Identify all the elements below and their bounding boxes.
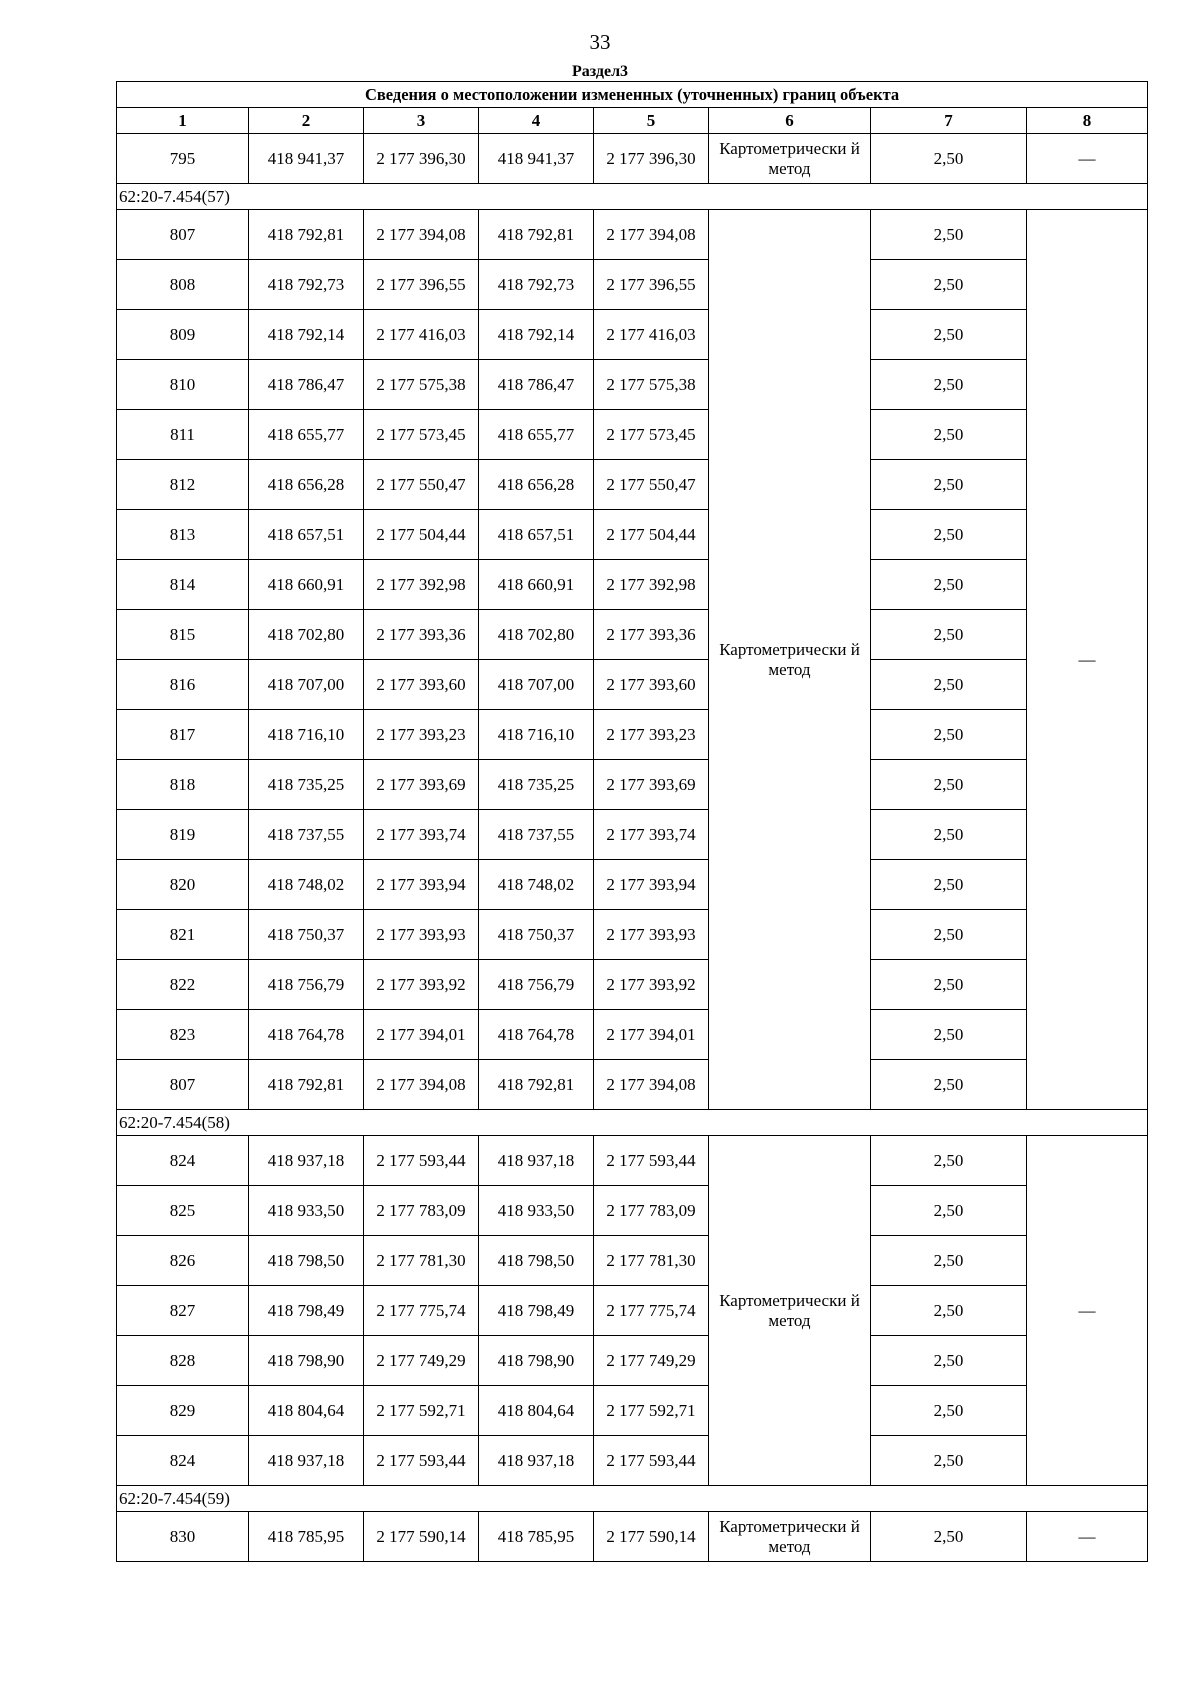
- accuracy: 2,50: [871, 1336, 1027, 1386]
- point-number: 809: [117, 310, 249, 360]
- y-new: 2 177 573,45: [594, 410, 709, 460]
- accuracy: 2,50: [871, 1386, 1027, 1436]
- y-new: 2 177 392,98: [594, 560, 709, 610]
- y-old: 2 177 394,08: [364, 1060, 479, 1110]
- x-new: 418 656,28: [479, 460, 594, 510]
- table-row: [117, 710, 1148, 760]
- x-new: 418 941,37: [479, 134, 594, 184]
- x-old: 418 702,80: [249, 610, 364, 660]
- parcel-label: 62:20-7.454(59): [117, 1486, 1148, 1512]
- accuracy: 2,50: [871, 360, 1027, 410]
- point-number: 818: [117, 760, 249, 810]
- table-row: [117, 510, 1148, 560]
- x-new: 418 655,77: [479, 410, 594, 460]
- y-old: 2 177 394,01: [364, 1010, 479, 1060]
- table-row: [117, 760, 1148, 810]
- y-new: 2 177 394,08: [594, 210, 709, 260]
- accuracy: 2,50: [871, 1186, 1027, 1236]
- table-row: [117, 1186, 1148, 1236]
- column-number: 6: [709, 108, 871, 134]
- table-row: [117, 1010, 1148, 1060]
- y-new: 2 177 393,74: [594, 810, 709, 860]
- y-new: 2 177 504,44: [594, 510, 709, 560]
- column-number: 1: [117, 108, 249, 134]
- x-old: 418 792,73: [249, 260, 364, 310]
- table-row: [117, 610, 1148, 660]
- accuracy: 2,50: [871, 134, 1027, 184]
- x-new: 418 786,47: [479, 360, 594, 410]
- y-new: 2 177 396,55: [594, 260, 709, 310]
- table-row: [117, 460, 1148, 510]
- y-new: 2 177 590,14: [594, 1512, 709, 1562]
- table-row: [117, 1436, 1148, 1486]
- point-number: 812: [117, 460, 249, 510]
- y-old: 2 177 783,09: [364, 1186, 479, 1236]
- x-old: 418 941,37: [249, 134, 364, 184]
- point-number: 823: [117, 1010, 249, 1060]
- y-new: 2 177 393,36: [594, 610, 709, 660]
- accuracy: 2,50: [871, 960, 1027, 1010]
- accuracy: 2,50: [871, 1436, 1027, 1486]
- point-number: 828: [117, 1336, 249, 1386]
- x-new: 418 792,14: [479, 310, 594, 360]
- accuracy: 2,50: [871, 560, 1027, 610]
- x-old: 418 804,64: [249, 1386, 364, 1436]
- x-new: 418 937,18: [479, 1436, 594, 1486]
- accuracy: 2,50: [871, 860, 1027, 910]
- y-new: 2 177 592,71: [594, 1386, 709, 1436]
- point-number: 808: [117, 260, 249, 310]
- y-new: 2 177 394,08: [594, 1060, 709, 1110]
- point-number: 829: [117, 1386, 249, 1436]
- y-old: 2 177 781,30: [364, 1236, 479, 1286]
- x-new: 418 748,02: [479, 860, 594, 910]
- x-new: 418 792,81: [479, 210, 594, 260]
- y-new: 2 177 775,74: [594, 1286, 709, 1336]
- x-old: 418 656,28: [249, 460, 364, 510]
- point-number: 824: [117, 1436, 249, 1486]
- x-new: 418 764,78: [479, 1010, 594, 1060]
- point-number: 807: [117, 210, 249, 260]
- group-header-row: [117, 1110, 1148, 1136]
- accuracy: 2,50: [871, 910, 1027, 960]
- y-new: 2 177 393,94: [594, 860, 709, 910]
- table-row: [117, 1286, 1148, 1336]
- y-new: 2 177 393,93: [594, 910, 709, 960]
- coordinates-table: [116, 81, 1148, 1562]
- x-old: 418 798,50: [249, 1236, 364, 1286]
- column-number: 3: [364, 108, 479, 134]
- x-old: 418 937,18: [249, 1436, 364, 1486]
- point-number: 810: [117, 360, 249, 410]
- x-new: 418 707,00: [479, 660, 594, 710]
- point-number: 814: [117, 560, 249, 610]
- table-row: [117, 860, 1148, 910]
- x-new: 418 756,79: [479, 960, 594, 1010]
- point-number: 820: [117, 860, 249, 910]
- y-old: 2 177 393,93: [364, 910, 479, 960]
- y-old: 2 177 393,92: [364, 960, 479, 1010]
- table-row: [117, 410, 1148, 460]
- column-number: 8: [1027, 108, 1148, 134]
- y-old: 2 177 393,69: [364, 760, 479, 810]
- table-row: [117, 1236, 1148, 1286]
- table-row: [117, 260, 1148, 310]
- column-number: 2: [249, 108, 364, 134]
- y-old: 2 177 592,71: [364, 1386, 479, 1436]
- x-new: 418 702,80: [479, 610, 594, 660]
- x-old: 418 660,91: [249, 560, 364, 610]
- point-number: 822: [117, 960, 249, 1010]
- accuracy: 2,50: [871, 260, 1027, 310]
- y-old: 2 177 550,47: [364, 460, 479, 510]
- accuracy: 2,50: [871, 1060, 1027, 1110]
- accuracy: 2,50: [871, 610, 1027, 660]
- point-number: 817: [117, 710, 249, 760]
- point-number: 825: [117, 1186, 249, 1236]
- accuracy: 2,50: [871, 310, 1027, 360]
- x-new: 418 798,50: [479, 1236, 594, 1286]
- parcel-label: 62:20-7.454(58): [117, 1110, 1148, 1136]
- point-number: 827: [117, 1286, 249, 1336]
- y-old: 2 177 593,44: [364, 1436, 479, 1486]
- column-number-row: [117, 108, 1148, 134]
- accuracy: 2,50: [871, 1236, 1027, 1286]
- x-old: 418 785,95: [249, 1512, 364, 1562]
- table-row: [117, 1512, 1148, 1562]
- y-new: 2 177 416,03: [594, 310, 709, 360]
- x-new: 418 735,25: [479, 760, 594, 810]
- y-new: 2 177 393,92: [594, 960, 709, 1010]
- y-old: 2 177 416,03: [364, 310, 479, 360]
- column-number: 7: [871, 108, 1027, 134]
- y-old: 2 177 590,14: [364, 1512, 479, 1562]
- x-new: 418 737,55: [479, 810, 594, 860]
- point-number: 795: [117, 134, 249, 184]
- accuracy: 2,50: [871, 710, 1027, 760]
- point-number: 824: [117, 1136, 249, 1186]
- table-row: [117, 660, 1148, 710]
- point-number: 826: [117, 1236, 249, 1286]
- table-caption-row: [117, 82, 1148, 108]
- x-old: 418 750,37: [249, 910, 364, 960]
- x-old: 418 655,77: [249, 410, 364, 460]
- column-number: 5: [594, 108, 709, 134]
- y-new: 2 177 593,44: [594, 1136, 709, 1186]
- section-title: Раздел3: [571, 63, 629, 80]
- accuracy: 2,50: [871, 660, 1027, 710]
- y-old: 2 177 396,55: [364, 260, 479, 310]
- group-header-row: [117, 184, 1148, 210]
- x-new: 418 657,51: [479, 510, 594, 560]
- y-old: 2 177 392,98: [364, 560, 479, 610]
- table-caption: Сведения о местоположении измененных (уточненных) границ объекта: [117, 82, 1148, 108]
- point-number: 821: [117, 910, 249, 960]
- accuracy: 2,50: [871, 210, 1027, 260]
- table-row: [117, 1336, 1148, 1386]
- table-row: [117, 560, 1148, 610]
- note-cell: —: [1027, 1512, 1148, 1562]
- x-old: 418 933,50: [249, 1186, 364, 1236]
- x-new: 418 933,50: [479, 1186, 594, 1236]
- x-old: 418 737,55: [249, 810, 364, 860]
- x-old: 418 657,51: [249, 510, 364, 560]
- y-new: 2 177 396,30: [594, 134, 709, 184]
- x-new: 418 937,18: [479, 1136, 594, 1186]
- y-new: 2 177 783,09: [594, 1186, 709, 1236]
- y-new: 2 177 550,47: [594, 460, 709, 510]
- x-old: 418 798,49: [249, 1286, 364, 1336]
- method-cell: Картометрически й метод: [709, 134, 871, 184]
- y-old: 2 177 393,60: [364, 660, 479, 710]
- point-number: 816: [117, 660, 249, 710]
- x-old: 418 798,90: [249, 1336, 364, 1386]
- table-row: [117, 1386, 1148, 1436]
- y-old: 2 177 573,45: [364, 410, 479, 460]
- accuracy: 2,50: [871, 1010, 1027, 1060]
- group-header-row: [117, 1486, 1148, 1512]
- table-row: [117, 310, 1148, 360]
- method-cell: Картометрически й метод: [709, 1512, 871, 1562]
- y-new: 2 177 749,29: [594, 1336, 709, 1386]
- x-old: 418 792,81: [249, 1060, 364, 1110]
- accuracy: 2,50: [871, 810, 1027, 860]
- point-number: 807: [117, 1060, 249, 1110]
- table-row: [117, 134, 1148, 184]
- y-old: 2 177 393,74: [364, 810, 479, 860]
- method-cell: Картометрически й метод: [709, 1136, 871, 1486]
- x-old: 418 756,79: [249, 960, 364, 1010]
- page-number: 33: [589, 30, 611, 54]
- table-row: [117, 960, 1148, 1010]
- accuracy: 2,50: [871, 460, 1027, 510]
- x-new: 418 660,91: [479, 560, 594, 610]
- y-new: 2 177 575,38: [594, 360, 709, 410]
- y-old: 2 177 393,23: [364, 710, 479, 760]
- parcel-label: 62:20-7.454(57): [117, 184, 1148, 210]
- y-old: 2 177 749,29: [364, 1336, 479, 1386]
- note-cell: —: [1027, 1136, 1148, 1486]
- x-old: 418 792,81: [249, 210, 364, 260]
- point-number: 813: [117, 510, 249, 560]
- x-new: 418 785,95: [479, 1512, 594, 1562]
- y-new: 2 177 781,30: [594, 1236, 709, 1286]
- point-number: 811: [117, 410, 249, 460]
- x-old: 418 937,18: [249, 1136, 364, 1186]
- table-row: [117, 210, 1148, 260]
- y-old: 2 177 394,08: [364, 210, 479, 260]
- y-old: 2 177 593,44: [364, 1136, 479, 1186]
- accuracy: 2,50: [871, 1286, 1027, 1336]
- method-cell: Картометрически й метод: [709, 210, 871, 1110]
- column-number: 4: [479, 108, 594, 134]
- x-old: 418 707,00: [249, 660, 364, 710]
- x-old: 418 786,47: [249, 360, 364, 410]
- table-row: [117, 1060, 1148, 1110]
- x-new: 418 792,81: [479, 1060, 594, 1110]
- y-old: 2 177 393,36: [364, 610, 479, 660]
- x-new: 418 750,37: [479, 910, 594, 960]
- x-old: 418 716,10: [249, 710, 364, 760]
- table-row: [117, 1136, 1148, 1186]
- table-row: [117, 360, 1148, 410]
- x-old: 418 735,25: [249, 760, 364, 810]
- y-new: 2 177 393,60: [594, 660, 709, 710]
- x-new: 418 804,64: [479, 1386, 594, 1436]
- y-new: 2 177 394,01: [594, 1010, 709, 1060]
- y-old: 2 177 504,44: [364, 510, 479, 560]
- note-cell: —: [1027, 134, 1148, 184]
- point-number: 815: [117, 610, 249, 660]
- y-old: 2 177 775,74: [364, 1286, 479, 1336]
- x-new: 418 798,49: [479, 1286, 594, 1336]
- table-row: [117, 910, 1148, 960]
- point-number: 819: [117, 810, 249, 860]
- table-row: [117, 810, 1148, 860]
- x-new: 418 792,73: [479, 260, 594, 310]
- accuracy: 2,50: [871, 1136, 1027, 1186]
- y-old: 2 177 396,30: [364, 134, 479, 184]
- y-new: 2 177 393,69: [594, 760, 709, 810]
- x-new: 418 798,90: [479, 1336, 594, 1386]
- x-old: 418 748,02: [249, 860, 364, 910]
- y-new: 2 177 393,23: [594, 710, 709, 760]
- accuracy: 2,50: [871, 1512, 1027, 1562]
- point-number: 830: [117, 1512, 249, 1562]
- y-old: 2 177 575,38: [364, 360, 479, 410]
- accuracy: 2,50: [871, 410, 1027, 460]
- x-old: 418 792,14: [249, 310, 364, 360]
- y-old: 2 177 393,94: [364, 860, 479, 910]
- y-new: 2 177 593,44: [594, 1436, 709, 1486]
- accuracy: 2,50: [871, 510, 1027, 560]
- x-new: 418 716,10: [479, 710, 594, 760]
- x-old: 418 764,78: [249, 1010, 364, 1060]
- accuracy: 2,50: [871, 760, 1027, 810]
- note-cell: —: [1027, 210, 1148, 1110]
